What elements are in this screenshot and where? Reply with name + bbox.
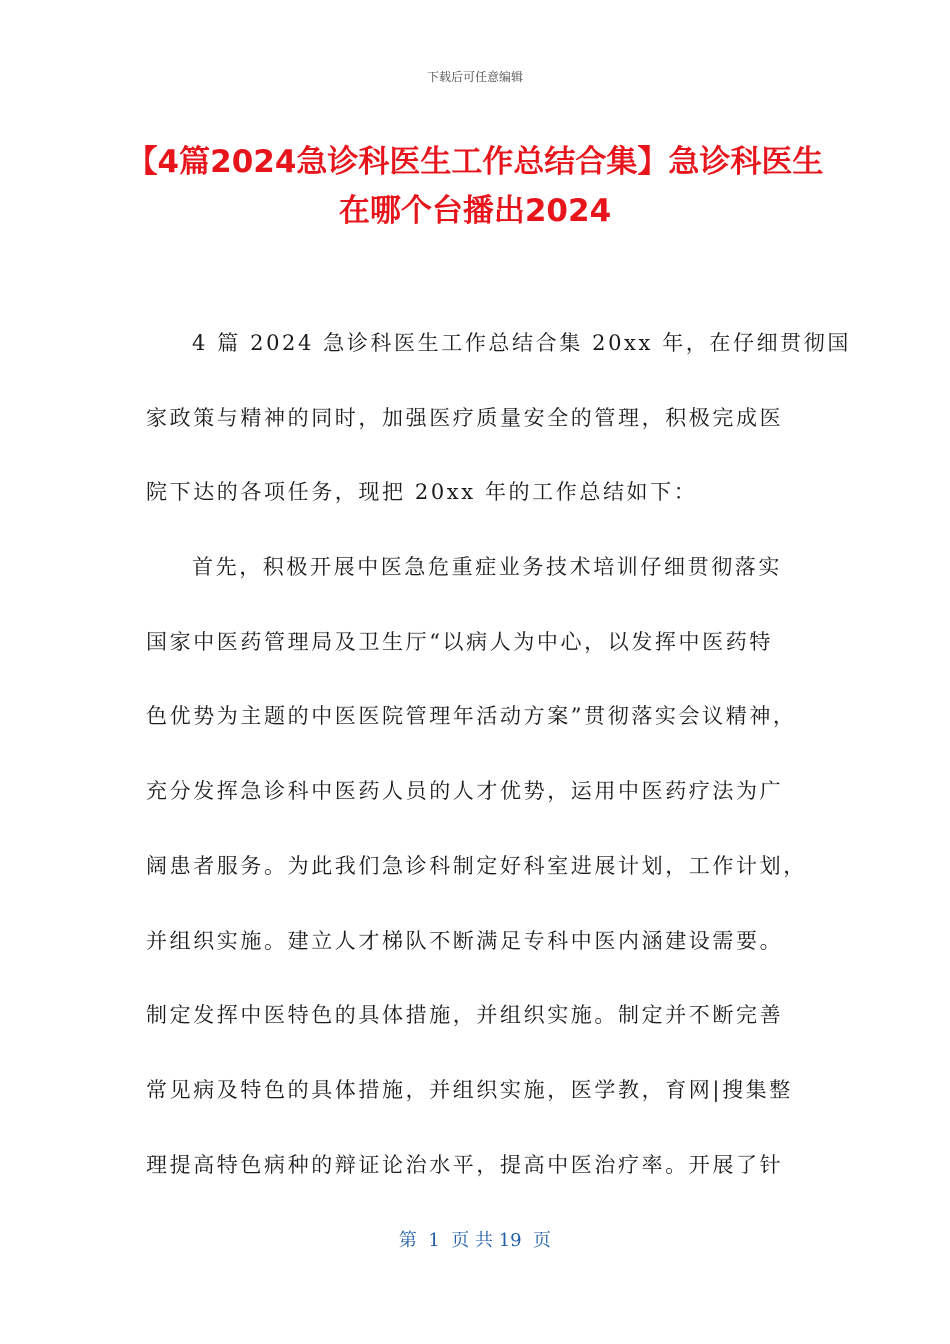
paragraph-line: 家政策与精神的同时，加强医疗质量安全的管理，积极完成医 — [146, 405, 784, 430]
paragraph-line: 首先，积极开展中医急危重症业务技术培训仔细贯彻落实 — [192, 555, 782, 580]
paragraph-line: 常见病及特色的具体措施，并组织实施，医学教，育网|搜集整 — [146, 1077, 793, 1102]
paragraph-line: 理提高特色病种的辩证论治水平，提高中医治疗率。开展了针 — [146, 1152, 784, 1177]
paragraph-line: 充分发挥急诊科中医药人员的人才优势，运用中医药疗法为广 — [146, 779, 784, 804]
document-title: 【4篇2024急诊科医生工作总结合集】急诊科医生在哪个台播出2024 — [126, 144, 824, 229]
document-body — [146, 314, 851, 1210]
paragraph-line: 阔患者服务。为此我们急诊科制定好科室进展计划，工作计划， — [146, 853, 807, 878]
paragraph-line: 院下达的各项任务，现把 20xx 年的工作总结如下： — [146, 480, 698, 505]
paragraph-line: 色优势为主题的中医医院管理年活动方案”贯彻落实会议精神， — [146, 704, 797, 729]
header-note: 下载后可任意编辑 — [426, 70, 523, 84]
paragraph-line: 国家中医药管理局及卫生厅“以病人为中心，以发挥中医药特 — [146, 629, 773, 654]
paragraph-line: 并组织实施。建立人才梯队不断满足专科中医内涵建设需要。 — [146, 928, 784, 953]
page-number-footer: 第 1 页 共 19 页 — [398, 1230, 552, 1251]
paragraph-line: 制定发挥中医特色的具体措施，并组织实施。制定并不断完善 — [146, 1003, 784, 1028]
paragraph-line: 4 篇 2024 急诊科医生工作总结合集 20xx 年，在仔细贯彻国 — [192, 331, 851, 355]
